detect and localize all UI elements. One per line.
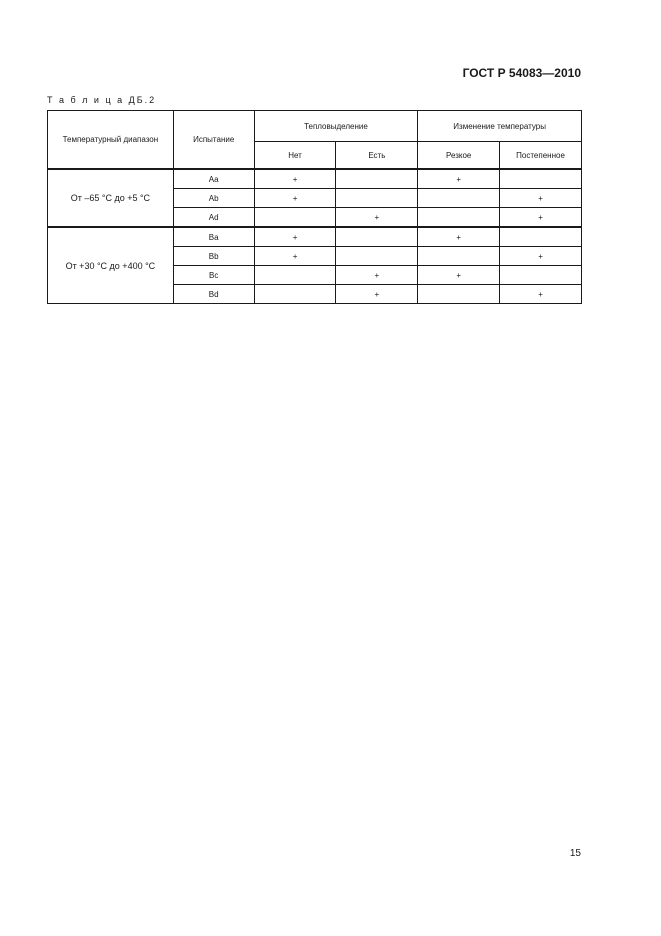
header-temperature-change: Изменение температуры	[418, 111, 582, 142]
heat-no-cell: +	[254, 227, 336, 247]
test-cell: Ab	[173, 189, 254, 208]
heat-yes-cell	[336, 189, 418, 208]
change-sharp-cell	[418, 208, 500, 228]
table-row	[48, 227, 582, 247]
heat-yes-cell: +	[336, 208, 418, 228]
change-sharp-cell: +	[418, 169, 500, 189]
header-heat-yes: Есть	[336, 142, 418, 170]
heat-yes-cell: +	[336, 285, 418, 304]
change-gradual-cell: +	[500, 208, 582, 228]
change-gradual-cell: +	[500, 285, 582, 304]
header-change-sharp: Резкое	[418, 142, 500, 170]
table-body	[48, 169, 582, 304]
table-row	[48, 169, 582, 189]
header-heat-no: Нет	[254, 142, 336, 170]
heat-yes-cell	[336, 247, 418, 266]
heat-no-cell	[254, 285, 336, 304]
change-gradual-cell	[500, 266, 582, 285]
heat-yes-cell: +	[336, 266, 418, 285]
temperature-range-cell: От +30 °С до +400 °С	[48, 227, 174, 304]
heat-yes-cell	[336, 227, 418, 247]
change-gradual-cell: +	[500, 247, 582, 266]
change-sharp-cell	[418, 189, 500, 208]
header-temperature-range: Температурный диапазон	[48, 111, 174, 170]
change-gradual-cell	[500, 169, 582, 189]
test-cell: Bd	[173, 285, 254, 304]
heat-no-cell	[254, 266, 336, 285]
change-sharp-cell	[418, 247, 500, 266]
test-conditions-table	[47, 110, 582, 304]
test-cell: Bc	[173, 266, 254, 285]
header-test: Испытание	[173, 111, 254, 170]
header-heat-generation: Тепловыделение	[254, 111, 418, 142]
test-cell: Bb	[173, 247, 254, 266]
table-caption: Т а б л и ц а ДБ.2	[47, 95, 157, 105]
heat-no-cell	[254, 208, 336, 228]
test-cell: Aa	[173, 169, 254, 189]
change-sharp-cell: +	[418, 266, 500, 285]
change-sharp-cell: +	[418, 227, 500, 247]
test-cell: Ad	[173, 208, 254, 228]
test-cell: Ba	[173, 227, 254, 247]
header-change-gradual: Постепенное	[500, 142, 582, 170]
heat-no-cell: +	[254, 189, 336, 208]
change-gradual-cell	[500, 227, 582, 247]
heat-yes-cell	[336, 169, 418, 189]
page-number: 15	[569, 848, 581, 859]
temperature-range-cell: От –65 °С до +5 °С	[48, 169, 174, 227]
heat-no-cell: +	[254, 169, 336, 189]
change-gradual-cell: +	[500, 189, 582, 208]
change-sharp-cell	[418, 285, 500, 304]
document-code: ГОСТ Р 54083—2010	[462, 66, 581, 80]
heat-no-cell: +	[254, 247, 336, 266]
